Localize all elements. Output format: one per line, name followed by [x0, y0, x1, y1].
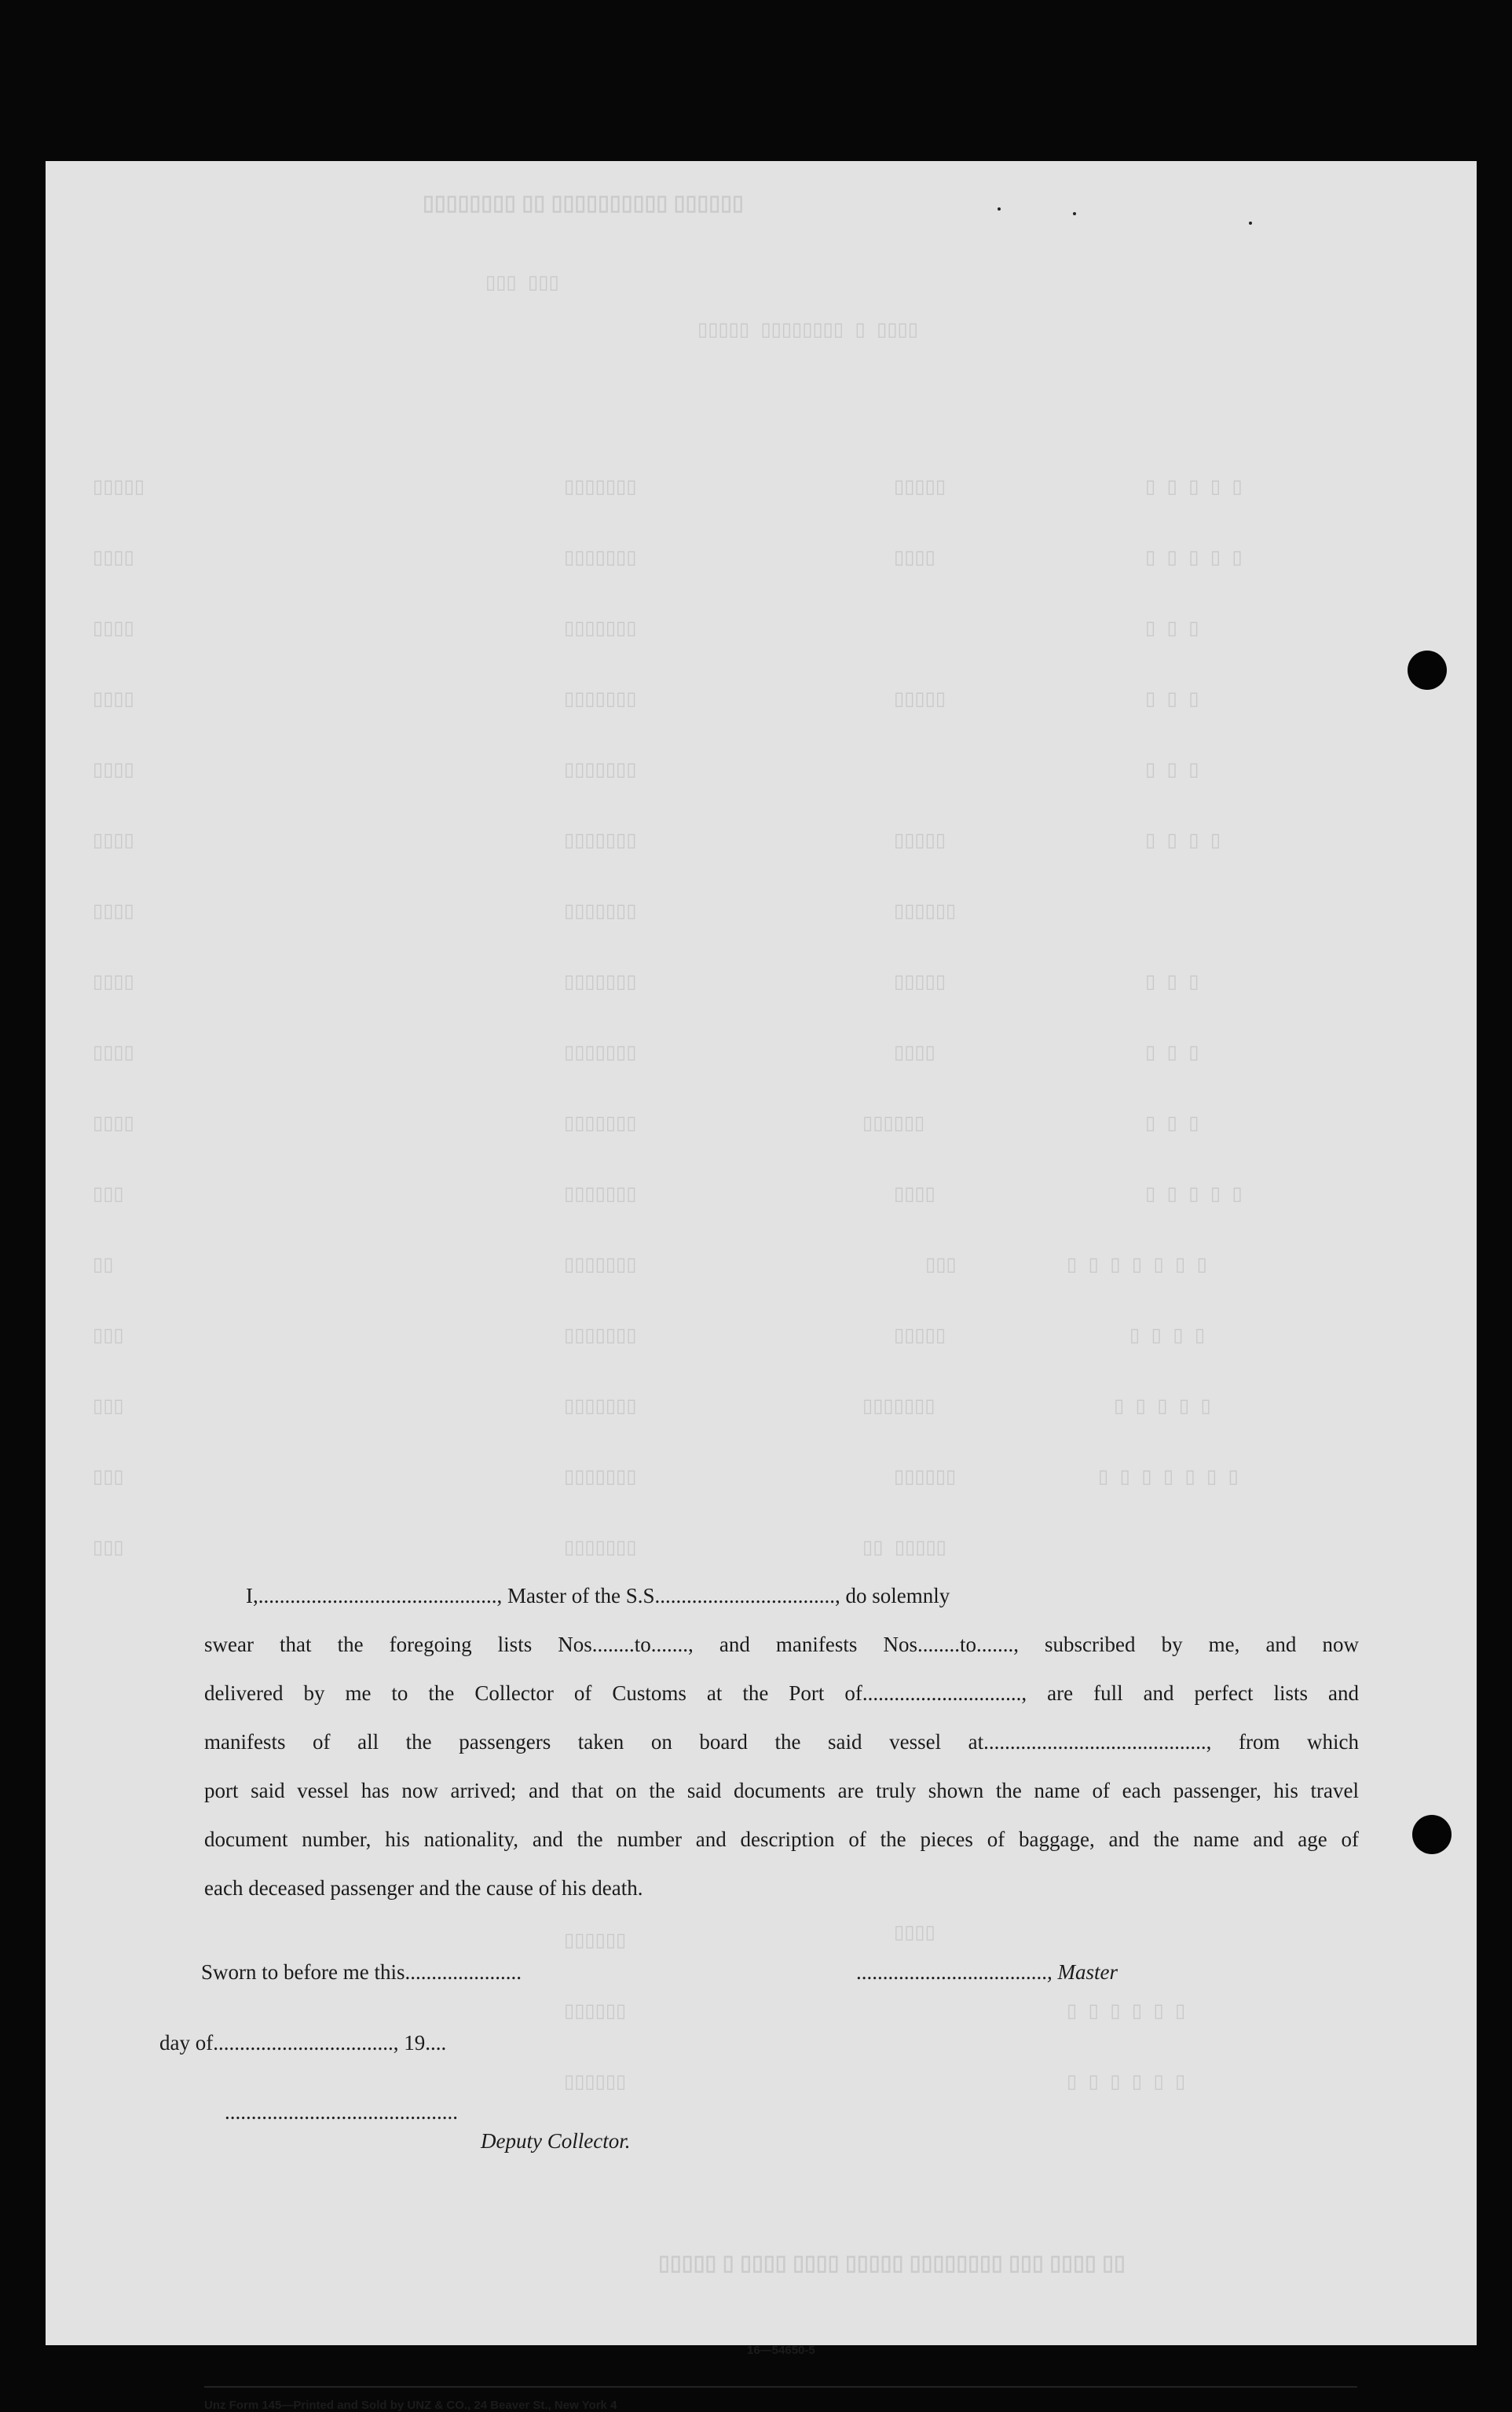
deputy-collector-label: Deputy Collector.: [481, 2129, 631, 2153]
master-signature-line: [856, 1960, 1118, 1985]
master-label: , Master: [1047, 1960, 1118, 1984]
speck: [998, 207, 1001, 211]
deputy-collector-dots: ............................................: [225, 2100, 458, 2124]
binder-hole-bottom: [1412, 1815, 1452, 1854]
binder-hole-top: [1408, 651, 1447, 690]
day-of-line: day of.................................., 19....: [159, 2031, 447, 2055]
oath-line-7: each deceased passenger and the cause of his death.: [204, 1876, 643, 1900]
document-page: ▯▯▯▯▯▯▯▯ ▯▯ ▯▯▯▯▯▯▯▯▯▯ ▯▯▯▯▯▯ ▯▯▯ ▯▯▯ ▯▯▯▯▯ ▯▯▯▯▯▯▯▯ ▯ ▯▯▯▯ ▯▯▯▯▯ ▯▯▯▯▯▯▯ ▯▯▯▯▯ ▯ ▯ ▯ ▯ ▯ ▯▯▯▯ ▯▯▯▯▯▯▯ ▯▯▯▯ ▯ ▯ ▯ ▯ ▯ ▯▯▯▯ ▯▯▯▯▯▯▯ ▯ ▯ ▯ ▯▯▯▯ ▯▯▯▯▯▯▯ ▯▯▯▯▯ ▯ ▯ ▯ ▯▯▯▯ ▯▯▯▯▯▯▯ ▯ ▯ ▯ ▯▯▯▯ ▯▯▯▯▯▯▯ ▯▯▯▯▯ ▯ ▯ ▯ ▯ ▯▯▯▯ ▯▯▯▯▯▯▯ ▯▯▯▯▯▯ ▯▯▯▯ ▯▯▯▯▯▯▯ ▯▯▯▯▯ ▯ ▯ ▯ ▯▯▯▯ ▯▯▯▯▯▯▯ ▯▯▯▯ ▯ ▯ ▯ ▯▯▯▯ ▯▯▯▯▯▯▯ ▯▯▯▯▯▯ ▯ ▯ ▯ ▯▯▯ ▯▯▯▯▯▯▯ ▯▯▯▯ ▯ ▯ ▯ ▯ ▯ ▯▯ ▯▯▯▯▯▯▯ ▯▯▯ ▯ ▯ ▯ ▯ ▯ ▯ ▯ ▯▯▯ ▯▯▯▯▯▯▯ ▯▯▯▯▯ ▯ ▯ ▯ ▯ ▯▯▯ ▯▯▯▯▯▯▯ ▯▯▯▯▯▯▯ ▯ ▯ ▯ ▯ ▯ ▯▯▯ ▯▯▯▯▯▯▯ ▯▯▯▯▯▯ ▯ ▯ ▯ ▯ ▯ ▯ ▯ ▯▯▯ ▯▯▯▯▯▯▯ ▯▯ ▯▯▯▯▯ ▯▯▯▯ ▯▯▯▯▯▯ ▯▯▯▯▯▯ ▯ ▯ ▯ ▯ ▯ ▯ ▯▯▯▯▯▯ ▯ ▯ ▯ ▯ ▯ ▯ ▯▯▯▯▯ ▯ ▯▯▯▯ ▯▯▯▯ ▯▯▯▯▯ ▯▯▯▯▯▯▯▯ ▯▯▯ ▯▯▯▯ ▯▯ I,............................................., Master of the S.S.................................., do solemnly swear that the foregoing lists Nos........to......., and manifests Nos........to......., subscribed by me, and now delivered by me to the Collector of Customs at the Port of.............................., are full and perfect lists and manifests of all the passengers taken on board the said vessel at.........................................., from which port said vessel has now arrived; and that on the said documents are truly shown the name of each passenger, his travel document number, his nationality, and the number and description of the pieces of baggage, and the name and age of each deceased passenger and the cause of his death. Sworn to before me this...................... ...................................., Master day of.................................., 19.... ............................................ Deputy Collector. 16—54650-5 Unz Form 145—Printed and Sold by UNZ & CO., 24 Beaver St., New York 4: [46, 161, 1477, 2345]
speck: [1073, 212, 1076, 215]
sworn-line: Sworn to before me this......................: [201, 1960, 522, 1984]
oath-line-6: document number, his nationality, and the number and description of the pieces of baggage, and the name and age of: [204, 1827, 1359, 1851]
master-signature-dots: ....................................: [856, 1960, 1047, 1984]
oath-line-4: manifests of all the passengers taken on board the said vessel at.........................................., from which: [204, 1730, 1359, 1754]
form-number: 16—54650-5: [747, 2344, 815, 2357]
oath-line-5: port said vessel has now arrived; and that on the said documents are truly shown the name of each passenger, his travel: [204, 1779, 1359, 1802]
speck: [1249, 222, 1252, 225]
oath-line-3: delivered by me to the Collector of Customs at the Port of.............................., are full and perfect lists and: [204, 1681, 1359, 1705]
printer-credit: Unz Form 145—Printed and Sold by UNZ & CO., 24 Beaver St., New York 4: [204, 2399, 617, 2412]
oath-line-1: I,............................................., Master of the S.S.................................., do solemnly: [246, 1584, 950, 1607]
footer-rule: [204, 2386, 1357, 2388]
oath-line-2: swear that the foregoing lists Nos........to......., and manifests Nos........to......., subscribed by me, and now: [204, 1633, 1359, 1656]
